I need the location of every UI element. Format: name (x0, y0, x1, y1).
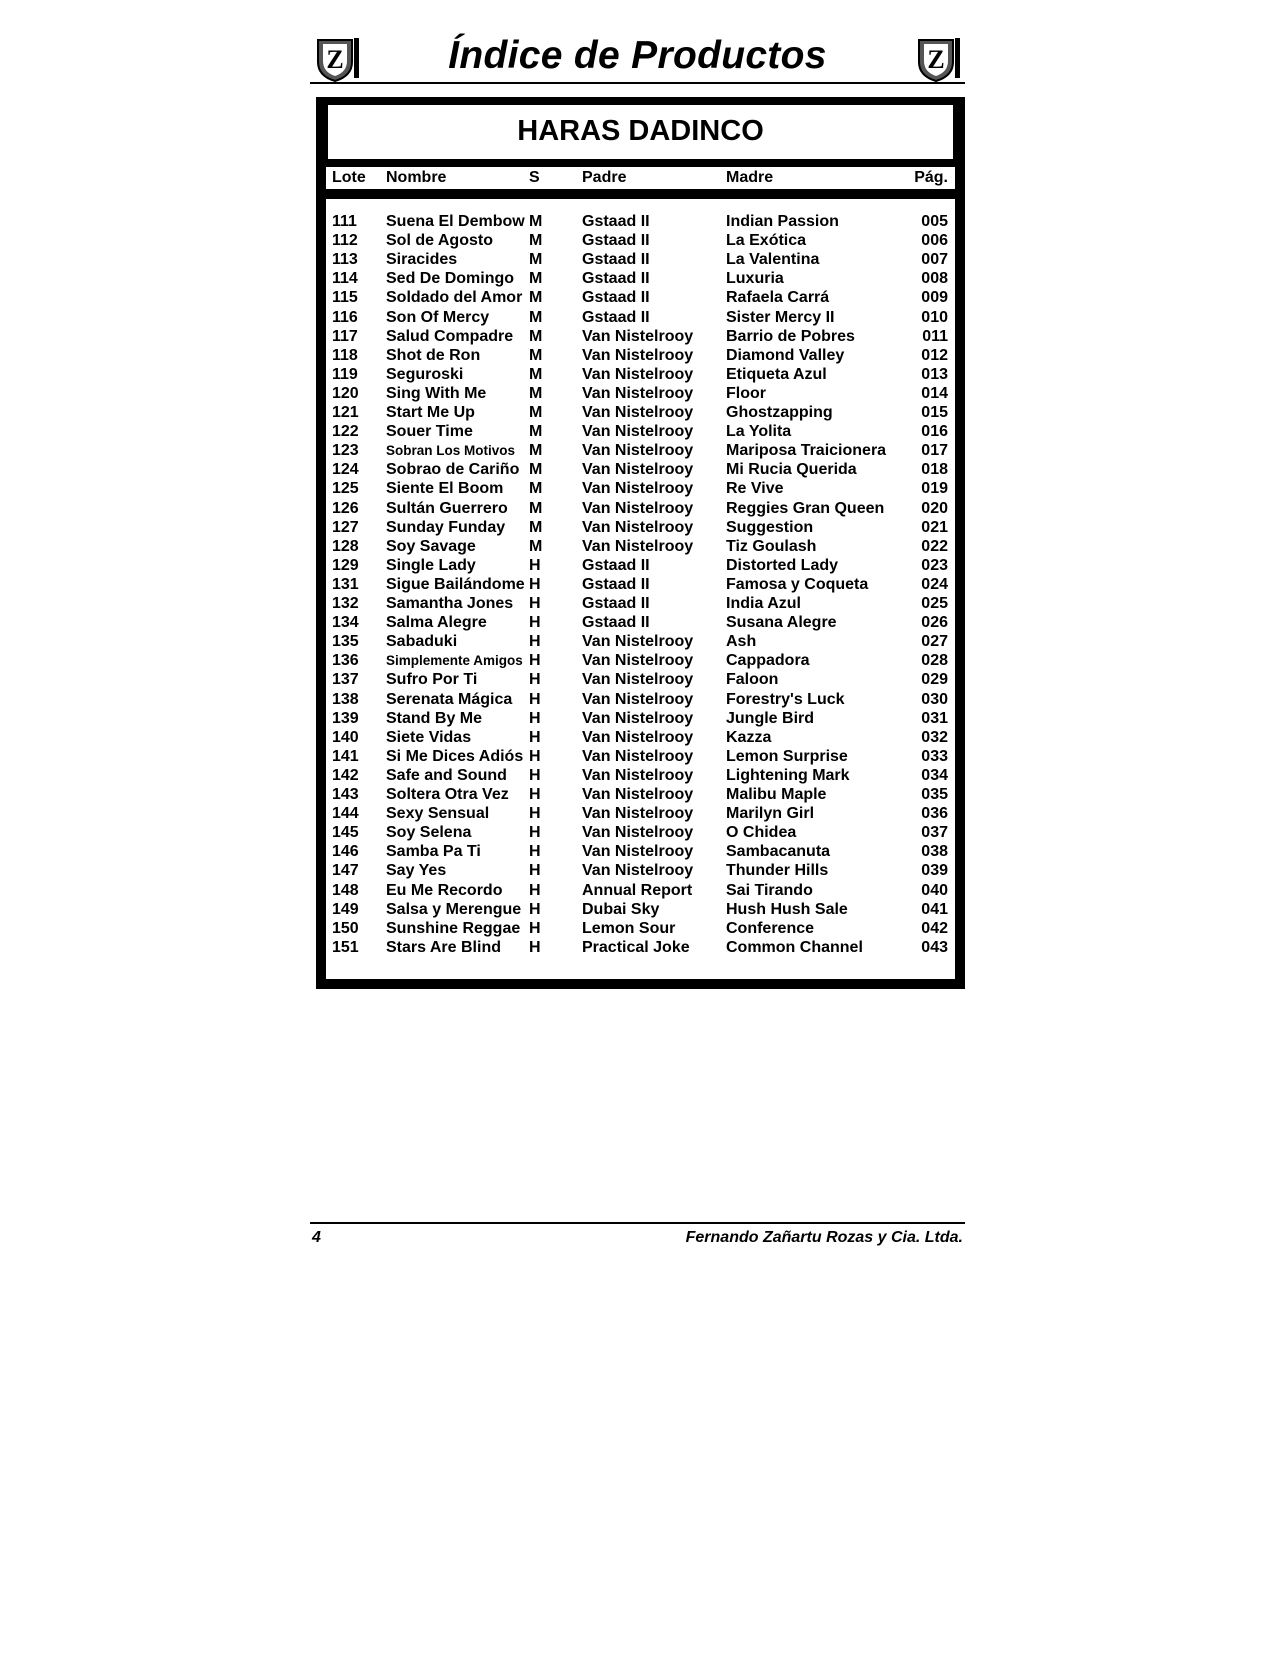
cell-sexo: H (529, 652, 541, 670)
cell-pagina: 043 (921, 938, 948, 956)
cell-madre: Lemon Surprise (726, 747, 848, 765)
cell-pagina: 040 (921, 881, 948, 899)
column-header-sexo: S (529, 169, 540, 186)
cell-pagina: 020 (921, 499, 948, 517)
cell-lote: 132 (332, 595, 359, 612)
cell-madre: Jungle Bird (726, 709, 815, 727)
cell-lote: 129 (332, 556, 359, 574)
cell-padre: Annual Report (582, 881, 693, 899)
table-row (326, 500, 955, 519)
cell-pagina: 013 (921, 365, 948, 383)
cell-nombre: Sed De Domingo (386, 270, 515, 288)
cell-madre: Barrio de Pobres (726, 327, 855, 345)
cell-pagina: 029 (921, 671, 948, 689)
table-header-row (326, 167, 955, 189)
cell-nombre: Sabaduki (386, 633, 458, 651)
cell-padre: Van Nistelrooy (582, 766, 694, 784)
cell-pagina: 016 (921, 423, 948, 441)
cell-pagina: 027 (921, 633, 948, 651)
cell-nombre: Serenata Mágica (386, 690, 513, 708)
cell-nombre: Salud Compadre (386, 327, 514, 345)
cell-lote: 146 (332, 843, 359, 861)
cell-pagina: 021 (921, 518, 948, 536)
cell-pagina: 008 (921, 270, 948, 288)
cell-padre: Van Nistelrooy (582, 747, 694, 765)
cell-pagina: 026 (921, 614, 948, 632)
cell-madre: Hush Hush Sale (726, 900, 848, 918)
cell-padre: Van Nistelrooy (582, 805, 694, 823)
cell-madre: Indian Passion (726, 213, 839, 230)
cell-pagina: 017 (921, 442, 948, 460)
cell-sexo: H (529, 786, 541, 803)
cell-pagina: 018 (921, 461, 948, 479)
cell-pagina: 015 (921, 404, 948, 421)
cell-pagina: 025 (921, 595, 948, 612)
table-row (326, 862, 955, 881)
cell-pagina: 028 (921, 652, 948, 670)
table-row (326, 328, 955, 347)
cell-lote: 143 (332, 786, 359, 803)
cell-madre: La Exótica (726, 232, 807, 250)
cell-lote: 128 (332, 537, 359, 555)
cell-sexo: M (529, 365, 543, 383)
cell-sexo: H (529, 614, 541, 632)
cell-sexo: H (529, 766, 541, 784)
cell-sexo: H (529, 862, 541, 880)
cell-sexo: H (529, 575, 541, 593)
table-body (326, 199, 955, 979)
cell-madre: Etiqueta Azul (726, 365, 827, 383)
cell-padre: Van Nistelrooy (582, 365, 694, 383)
cell-madre: Common Channel (726, 938, 863, 956)
cell-sexo: M (529, 308, 543, 326)
cell-nombre: Say Yes (386, 862, 447, 880)
cell-padre: Practical Joke (582, 938, 690, 956)
table-row (326, 347, 955, 366)
cell-nombre: Soldado del Amor (386, 289, 523, 307)
cell-sexo: M (529, 346, 543, 364)
cell-pagina: 010 (921, 308, 948, 326)
cell-nombre: Salsa y Merengue (386, 900, 522, 918)
footer-divider (310, 1222, 965, 1224)
cell-lote: 144 (332, 805, 359, 823)
cell-sexo: M (529, 461, 543, 479)
table-row (326, 404, 955, 423)
cell-pagina: 032 (921, 728, 948, 746)
cell-sexo: M (529, 518, 543, 536)
cell-nombre: Souer Time (386, 423, 473, 441)
table-row (326, 461, 955, 480)
cell-madre: Mi Rucia Querida (726, 461, 857, 479)
cell-padre: Van Nistelrooy (582, 423, 694, 441)
cell-padre: Van Nistelrooy (582, 690, 694, 708)
page-number: 4 (312, 1229, 321, 1246)
cell-sexo: M (529, 537, 543, 555)
cell-madre: La Valentina (726, 251, 820, 269)
cell-lote: 118 (332, 346, 358, 364)
table-row (326, 595, 955, 614)
column-header-nombre: Nombre (386, 169, 447, 186)
cell-padre: Van Nistelrooy (582, 327, 694, 345)
cell-lote: 123 (332, 442, 359, 460)
table-row (326, 213, 955, 232)
cell-lote: 113 (332, 251, 358, 269)
cell-nombre: Siracides (386, 251, 458, 269)
cell-madre: Luxuria (726, 270, 784, 288)
cell-lote: 139 (332, 709, 359, 727)
cell-lote: 140 (332, 728, 359, 746)
cell-madre: Suggestion (726, 518, 814, 536)
cell-pagina: 005 (921, 213, 948, 230)
cell-sexo: H (529, 709, 541, 727)
cell-madre: Tiz Goulash (726, 537, 817, 555)
cell-padre: Van Nistelrooy (582, 518, 694, 536)
table-row (326, 710, 955, 729)
cell-pagina: 031 (921, 709, 948, 727)
table-row (326, 652, 955, 671)
cell-lote: 122 (332, 423, 359, 441)
cell-nombre: Si Me Dices Adiós (386, 747, 524, 765)
cell-madre: Marilyn Girl (726, 805, 815, 823)
cell-nombre: Seguroski (386, 365, 464, 383)
table-row (326, 576, 955, 595)
table-row (326, 920, 955, 939)
table-row (326, 557, 955, 576)
cell-lote: 116 (332, 308, 358, 326)
cell-nombre: Simplemente Amigos (386, 653, 523, 669)
cell-lote: 150 (332, 919, 359, 937)
cell-sexo: H (529, 633, 541, 651)
cell-padre: Van Nistelrooy (582, 404, 694, 421)
cell-nombre: Shot de Ron (386, 346, 481, 364)
column-header-lote: Lote (332, 169, 366, 186)
cell-madre: La Yolita (726, 423, 792, 441)
cell-madre: India Azul (726, 595, 801, 612)
table-row (326, 729, 955, 748)
cell-madre: Diamond Valley (726, 346, 845, 364)
cell-nombre: Samba Pa Ti (386, 843, 481, 861)
cell-sexo: M (529, 404, 543, 421)
product-index-table (316, 97, 965, 989)
svg-text:Z: Z (326, 45, 344, 74)
cell-nombre: Samantha Jones (386, 595, 514, 612)
cell-lote: 127 (332, 518, 359, 536)
cell-pagina: 006 (921, 232, 948, 250)
cell-sexo: H (529, 881, 541, 899)
cell-sexo: H (529, 900, 541, 918)
cell-sexo: M (529, 327, 543, 345)
table-row (326, 309, 955, 328)
cell-padre: Van Nistelrooy (582, 728, 694, 746)
cell-padre: Van Nistelrooy (582, 499, 694, 517)
cell-nombre: Sunday Funday (386, 518, 506, 536)
cell-madre: Faloon (726, 671, 779, 689)
table-title-box (326, 105, 955, 159)
cell-madre: Distorted Lady (726, 556, 839, 574)
cell-nombre: Eu Me Recordo (386, 881, 503, 899)
cell-nombre: Sunshine Reggae (386, 919, 521, 937)
cell-padre: Van Nistelrooy (582, 461, 694, 479)
table-row (326, 805, 955, 824)
cell-lote: 111 (332, 213, 357, 230)
cell-padre: Van Nistelrooy (582, 843, 694, 861)
cell-pagina: 038 (921, 843, 948, 861)
cell-pagina: 019 (921, 480, 948, 498)
cell-nombre: Sufro Por Ti (386, 671, 478, 689)
cell-madre: Kazza (726, 728, 772, 746)
cell-sexo: M (529, 480, 543, 498)
table-row (326, 289, 955, 308)
cell-madre: O Chidea (726, 824, 797, 842)
cell-sexo: M (529, 384, 543, 402)
cell-pagina: 009 (921, 289, 948, 307)
column-header-padre: Padre (582, 169, 627, 186)
cell-pagina: 022 (921, 537, 948, 555)
cell-sexo: M (529, 213, 543, 230)
page-title: Índice de Productos (448, 34, 827, 77)
cell-lote: 131 (332, 575, 359, 593)
zr-logo-icon (915, 34, 961, 82)
table-row (326, 901, 955, 920)
cell-madre: Sambacanuta (726, 843, 831, 861)
table-row (326, 614, 955, 633)
column-header-madre: Madre (726, 169, 774, 186)
table-row (326, 671, 955, 690)
table-row (326, 251, 955, 270)
cell-lote: 137 (332, 671, 359, 689)
cell-madre: Mariposa Traicionera (726, 442, 887, 460)
cell-padre: Gstaad II (582, 270, 650, 288)
table-row (326, 767, 955, 786)
cell-sexo: H (529, 671, 541, 689)
cell-pagina: 023 (921, 556, 948, 574)
cell-pagina: 042 (921, 919, 948, 937)
cell-nombre: Soy Savage (386, 537, 476, 555)
cell-madre: Rafaela Carrá (726, 289, 830, 307)
table-row (326, 519, 955, 538)
cell-padre: Van Nistelrooy (582, 862, 694, 880)
cell-padre: Van Nistelrooy (582, 709, 694, 727)
cell-lote: 112 (332, 232, 358, 250)
cell-pagina: 030 (921, 690, 948, 708)
cell-pagina: 039 (921, 862, 948, 880)
cell-sexo: H (529, 805, 541, 823)
column-header-pagina: Pág. (914, 169, 948, 186)
cell-nombre: Sobran Los Motivos (386, 443, 516, 459)
cell-nombre: Stand By Me (386, 709, 483, 727)
cell-nombre: Start Me Up (386, 404, 475, 421)
cell-madre: Susana Alegre (726, 614, 837, 632)
cell-lote: 136 (332, 652, 359, 670)
cell-sexo: H (529, 747, 541, 765)
cell-pagina: 037 (921, 824, 948, 842)
cell-pagina: 041 (921, 900, 948, 918)
cell-lote: 138 (332, 690, 359, 708)
cell-lote: 151 (332, 938, 359, 956)
cell-nombre: Sexy Sensual (386, 805, 490, 823)
cell-nombre: Sigue Bailándome (386, 575, 525, 593)
cell-nombre: Stars Are Blind (386, 938, 501, 956)
cell-nombre: Siente El Boom (386, 480, 504, 498)
cell-pagina: 033 (921, 747, 948, 765)
page-header (310, 30, 965, 86)
cell-sexo: H (529, 843, 541, 861)
table-row (326, 939, 955, 958)
cell-lote: 126 (332, 499, 359, 517)
cell-madre: Ghostzapping (726, 404, 833, 421)
table-row (326, 423, 955, 442)
cell-sexo: H (529, 824, 541, 842)
cell-padre: Gstaad II (582, 614, 650, 632)
cell-nombre: Soy Selena (386, 824, 472, 842)
cell-sexo: M (529, 499, 543, 517)
table-row (326, 480, 955, 499)
svg-text:Z: Z (927, 45, 945, 74)
table-row (326, 824, 955, 843)
cell-lote: 134 (332, 614, 359, 632)
cell-padre: Dubai Sky (582, 900, 660, 918)
cell-lote: 148 (332, 881, 359, 899)
cell-lote: 114 (332, 270, 358, 288)
cell-sexo: M (529, 251, 543, 269)
cell-padre: Gstaad II (582, 232, 650, 250)
cell-pagina: 035 (921, 786, 948, 803)
cell-pagina: 034 (921, 766, 948, 784)
cell-madre: Cappadora (726, 652, 810, 670)
cell-nombre: Siete Vidas (386, 728, 472, 746)
cell-padre: Gstaad II (582, 308, 650, 326)
cell-lote: 145 (332, 824, 359, 842)
cell-padre: Van Nistelrooy (582, 346, 694, 364)
cell-padre: Van Nistelrooy (582, 537, 694, 555)
table-title: HARAS DADINCO (517, 115, 764, 147)
cell-lote: 121 (332, 404, 359, 421)
cell-sexo: H (529, 690, 541, 708)
cell-madre: Sister Mercy II (726, 308, 835, 326)
cell-padre: Gstaad II (582, 595, 650, 612)
table-row (326, 366, 955, 385)
cell-padre: Van Nistelrooy (582, 633, 694, 651)
cell-sexo: M (529, 270, 543, 288)
cell-padre: Lemon Sour (582, 919, 676, 937)
cell-nombre: Soltera Otra Vez (386, 786, 509, 803)
cell-padre: Gstaad II (582, 556, 650, 574)
cell-madre: Forestry's Luck (726, 690, 845, 708)
cell-padre: Gstaad II (582, 575, 650, 593)
cell-padre: Van Nistelrooy (582, 824, 694, 842)
cell-lote: 119 (332, 365, 358, 383)
cell-lote: 117 (332, 327, 358, 345)
cell-lote: 135 (332, 633, 359, 651)
cell-sexo: H (529, 728, 541, 746)
cell-lote: 141 (332, 747, 359, 765)
cell-pagina: 014 (921, 384, 948, 402)
cell-madre: Re Vive (726, 480, 784, 498)
cell-madre: Sai Tirando (726, 881, 813, 899)
cell-lote: 147 (332, 862, 359, 880)
cell-lote: 142 (332, 766, 359, 784)
cell-nombre: Salma Alegre (386, 614, 487, 632)
cell-lote: 124 (332, 461, 359, 479)
cell-padre: Gstaad II (582, 213, 650, 230)
cell-lote: 125 (332, 480, 359, 498)
cell-pagina: 036 (921, 805, 948, 823)
cell-madre: Floor (726, 384, 766, 402)
table-row (326, 882, 955, 901)
cell-padre: Gstaad II (582, 251, 650, 269)
cell-sexo: M (529, 442, 543, 460)
cell-sexo: H (529, 556, 541, 574)
cell-nombre: Safe and Sound (386, 766, 507, 784)
cell-sexo: M (529, 289, 543, 307)
cell-madre: Reggies Gran Queen (726, 499, 885, 517)
cell-padre: Van Nistelrooy (582, 652, 694, 670)
cell-nombre: Sing With Me (386, 384, 487, 402)
table-row (326, 786, 955, 805)
cell-padre: Van Nistelrooy (582, 671, 694, 689)
table-row (326, 538, 955, 557)
cell-madre: Thunder Hills (726, 862, 829, 880)
cell-nombre: Son Of Mercy (386, 308, 490, 326)
table-row (326, 270, 955, 289)
cell-sexo: M (529, 423, 543, 441)
cell-pagina: 012 (921, 346, 948, 364)
cell-madre: Ash (726, 633, 757, 651)
cell-nombre: Suena El Dembow (386, 213, 525, 230)
table-row (326, 691, 955, 710)
table-row (326, 843, 955, 862)
cell-nombre: Sol de Agosto (386, 232, 493, 250)
cell-padre: Van Nistelrooy (582, 480, 694, 498)
header-divider (310, 82, 965, 84)
cell-padre: Van Nistelrooy (582, 442, 694, 460)
cell-madre: Lightening Mark (726, 766, 850, 784)
cell-sexo: H (529, 595, 541, 612)
footer-company-name: Fernando Zañartu Rozas y Cia. Ltda. (685, 1229, 963, 1246)
cell-lote: 120 (332, 384, 359, 402)
cell-pagina: 007 (921, 251, 948, 269)
cell-madre: Malibu Maple (726, 786, 827, 803)
cell-padre: Gstaad II (582, 289, 650, 307)
cell-madre: Famosa y Coqueta (726, 575, 869, 593)
cell-padre: Van Nistelrooy (582, 786, 694, 803)
table-row (326, 633, 955, 652)
cell-padre: Van Nistelrooy (582, 384, 694, 402)
cell-sexo: H (529, 919, 541, 937)
cell-lote: 149 (332, 900, 359, 918)
cell-nombre: Sobrao de Cariño (386, 461, 520, 479)
cell-madre: Conference (726, 919, 815, 937)
table-row (326, 748, 955, 767)
cell-nombre: Single Lady (386, 556, 476, 574)
cell-nombre: Sultán Guerrero (386, 499, 508, 517)
table-row (326, 385, 955, 404)
cell-sexo: M (529, 232, 543, 250)
table-row (326, 232, 955, 251)
table-row (326, 442, 955, 461)
cell-sexo: H (529, 938, 541, 956)
cell-lote: 115 (332, 289, 358, 307)
cell-pagina: 011 (922, 327, 948, 345)
cell-pagina: 024 (921, 575, 948, 593)
